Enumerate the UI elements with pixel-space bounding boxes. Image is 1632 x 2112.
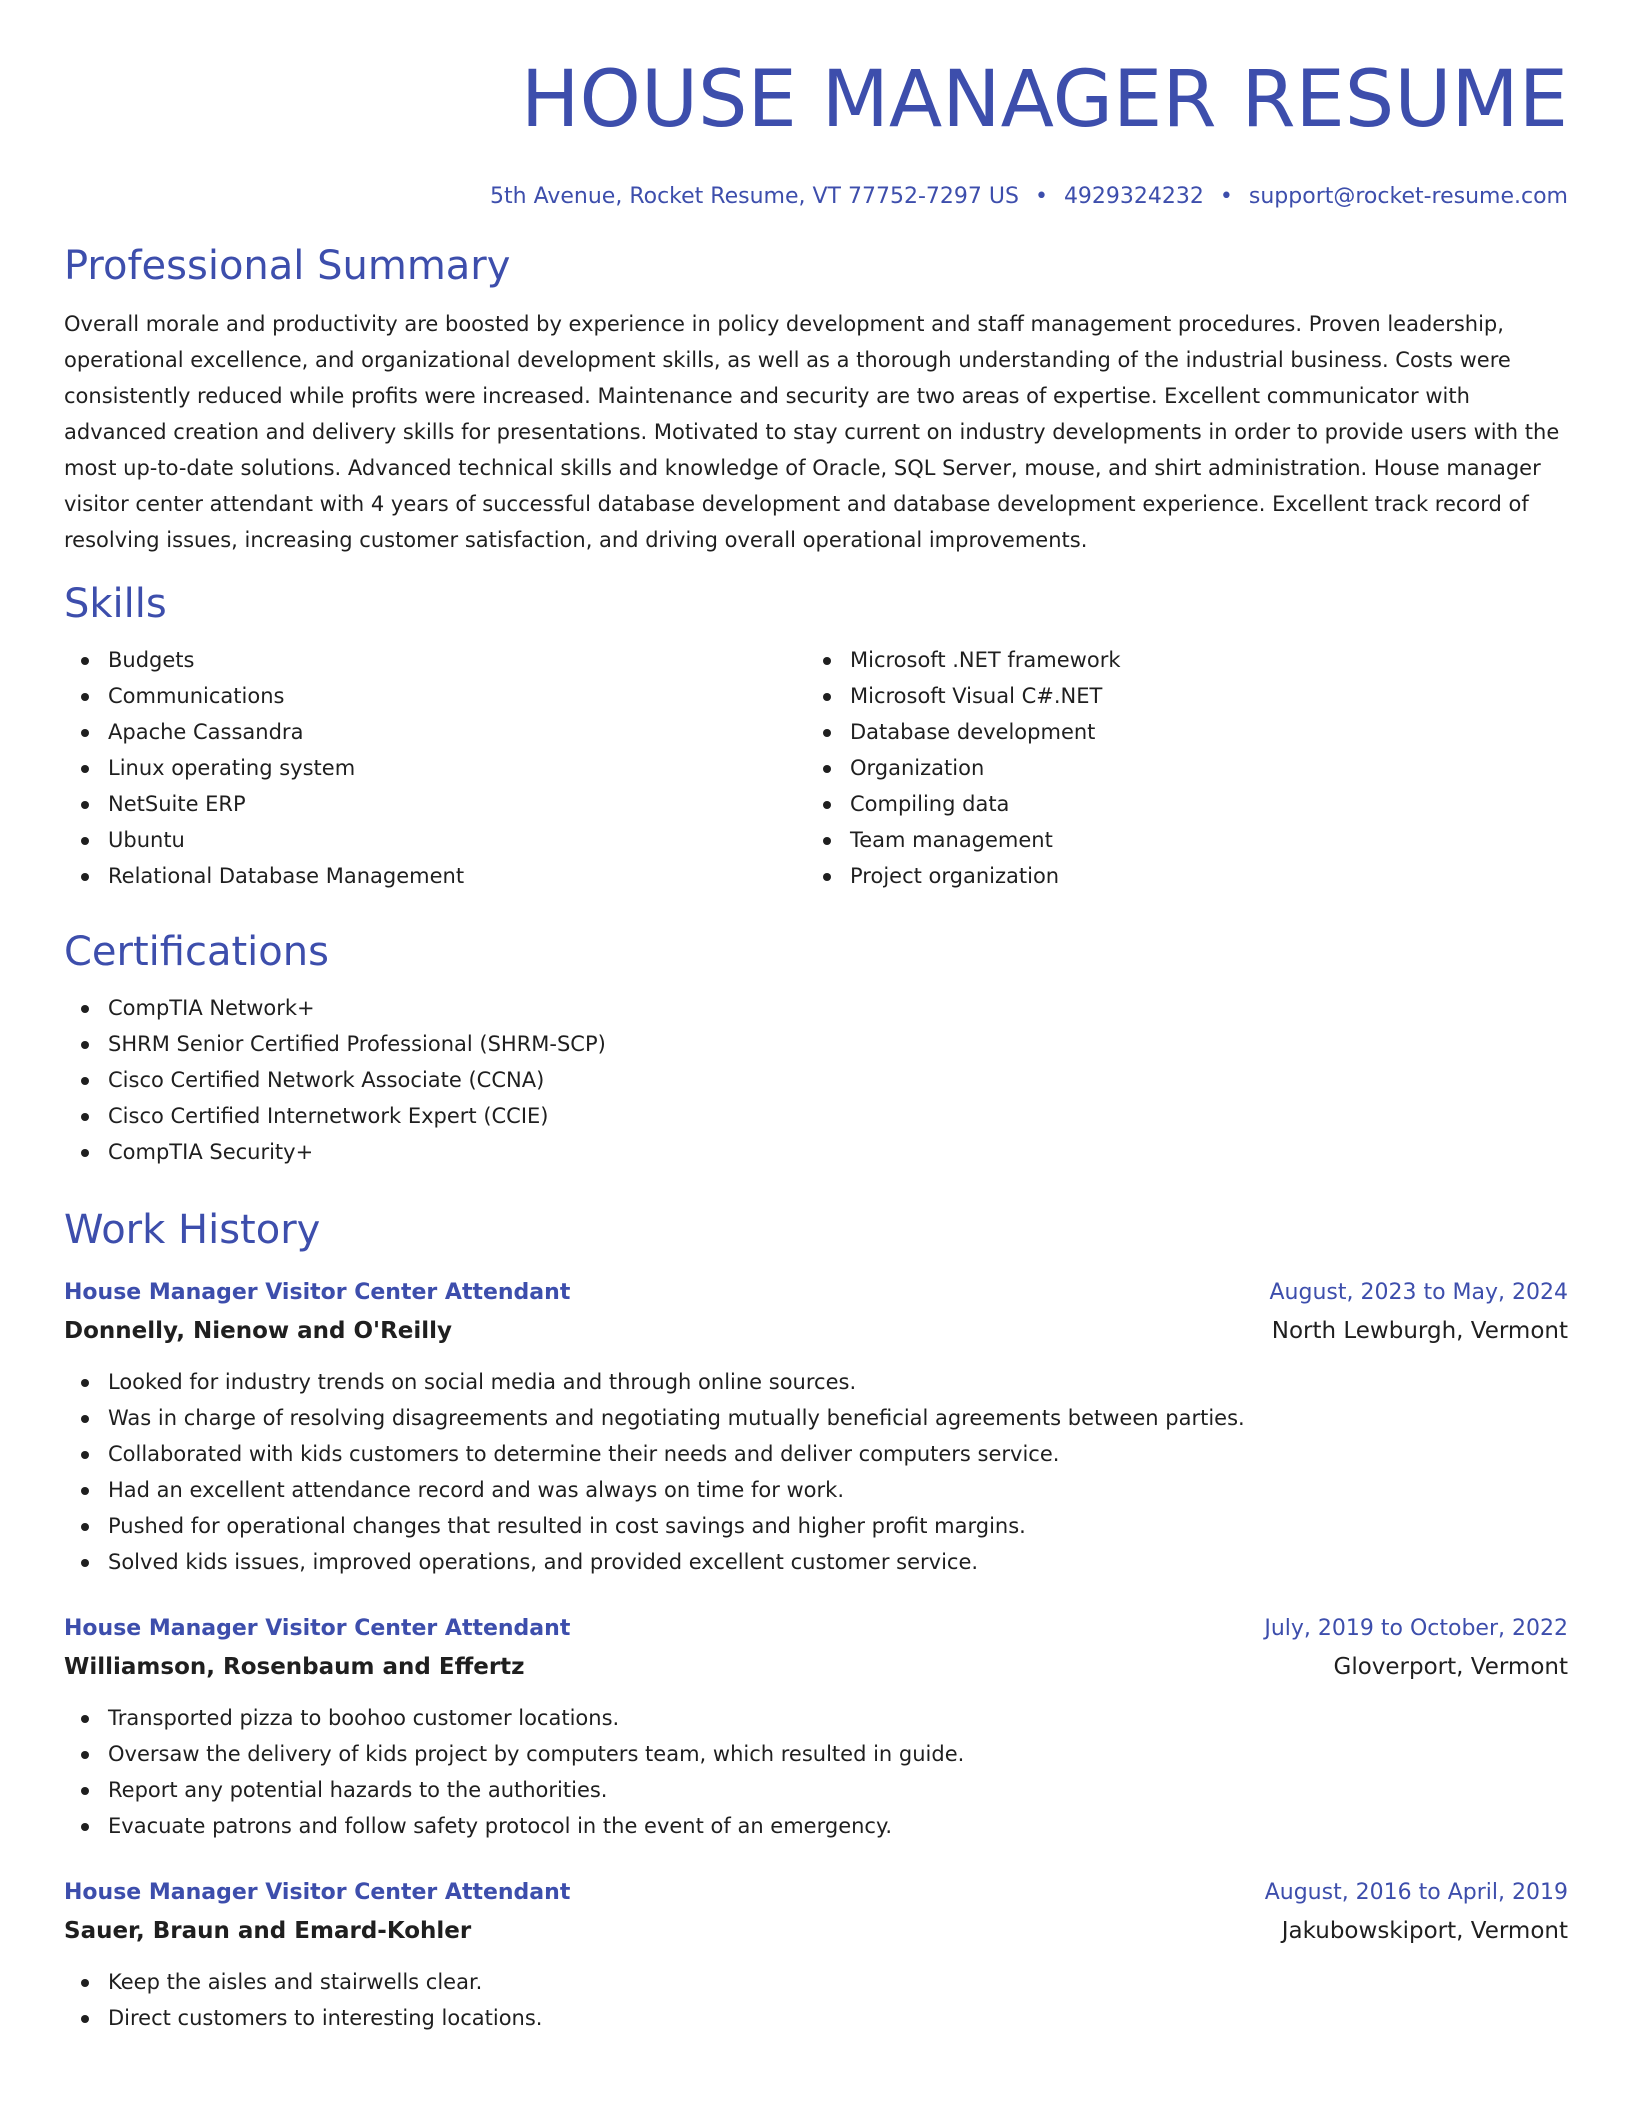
job-location: Gloverport, Vermont xyxy=(1333,1654,1568,1680)
job-entry xyxy=(64,1874,1568,2036)
job-bullet: Looked for industry trends on social media and through online sources. xyxy=(64,1364,1568,1400)
skill-item: Database development xyxy=(806,714,1548,750)
skill-item: Apache Cassandra xyxy=(64,714,806,750)
summary-text: Overall morale and productivity are boosted by experience in policy development and staff management procedures. Proven leadership, operational excellence, and organizational development skills, as well as a thorough understanding of the industrial business. Costs were consistently reduced while profits were increased. Maintenance and security are two areas of expertise. Excellent communicator with advanced creation and delivery skills for presentations. Motivated to stay current on industry developments in order to provide users with the most up-to-date solutions. Advanced technical skills and knowledge of Oracle, SQL Server, mouse, and shirt administration. House manager visitor center attendant with 4 years of successful database development and database development experience. Excellent track record of resolving issues, increasing customer satisfaction, and driving overall operational improvements. xyxy=(64,312,1560,552)
certification-item: CompTIA Network+ xyxy=(64,990,1568,1026)
job-company-row xyxy=(64,1648,1568,1686)
job-title-row xyxy=(64,1274,1568,1312)
certifications-list xyxy=(64,990,1568,1170)
skill-item: Project organization xyxy=(806,858,1548,894)
contact-address: 5th Avenue, Rocket Resume, VT 77752-7297 US xyxy=(490,184,1019,209)
certification-item: SHRM Senior Certified Professional (SHRM-SCP) xyxy=(64,1026,1568,1062)
contact-line xyxy=(64,182,1568,212)
job-bullet: Had an excellent attendance record and was always on time for work. xyxy=(64,1472,1568,1508)
job-bullet: Keep the aisles and stairwells clear. xyxy=(64,1964,1568,2000)
job-bullet: Transported pizza to boohoo customer locations. xyxy=(64,1700,1568,1736)
job-location: Jakubowskiport, Vermont xyxy=(1281,1918,1568,1944)
resume-title: HOUSE MANAGER RESUME xyxy=(520,55,1568,145)
job-company: Williamson, Rosenbaum and Effertz xyxy=(64,1654,525,1680)
skills-heading: Skills xyxy=(64,581,167,627)
skill-item: Linux operating system xyxy=(64,750,806,786)
job-bullet: Solved kids issues, improved operations, and provided excellent customer service. xyxy=(64,1544,1568,1580)
job-title-row xyxy=(64,1610,1568,1648)
job-bullet-list xyxy=(64,1964,1568,2036)
job-company: Donnelly, Nienow and O'Reilly xyxy=(64,1318,453,1344)
job-bullet-list xyxy=(64,1700,1568,1844)
work-history-heading: Work History xyxy=(64,1207,321,1253)
job-entry xyxy=(64,1610,1568,1844)
job-company: Sauer, Braun and Emard-Kohler xyxy=(64,1918,472,1944)
certification-item: Cisco Certified Internetwork Expert (CCIE) xyxy=(64,1098,1568,1134)
skills-list xyxy=(64,642,1568,894)
skill-item: Ubuntu xyxy=(64,822,806,858)
contact-separator: • xyxy=(1219,184,1233,209)
contact-separator: • xyxy=(1034,184,1048,209)
job-bullet: Pushed for operational changes that resulted in cost savings and higher profit margins. xyxy=(64,1508,1568,1544)
contact-phone: 4929324232 xyxy=(1063,184,1204,209)
contact-email[interactable]: support@rocket-resume.com xyxy=(1248,184,1568,209)
skill-item: Budgets xyxy=(64,642,806,678)
certifications-heading: Certifications xyxy=(64,929,329,975)
job-company-row xyxy=(64,1312,1568,1350)
job-bullet-list xyxy=(64,1364,1568,1580)
job-dates: August, 2016 to April, 2019 xyxy=(1264,1880,1568,1905)
job-title-row xyxy=(64,1874,1568,1912)
resume-header xyxy=(64,50,1568,212)
skill-item: Communications xyxy=(64,678,806,714)
summary-heading: Professional Summary xyxy=(64,243,511,289)
skill-item: Team management xyxy=(806,822,1548,858)
job-title: House Manager Visitor Center Attendant xyxy=(64,1880,571,1905)
skill-item: Relational Database Management xyxy=(64,858,806,894)
job-bullet: Was in charge of resolving disagreements and negotiating mutually beneficial agreements between parties. xyxy=(64,1400,1568,1436)
skill-item: NetSuite ERP xyxy=(64,786,806,822)
job-bullet: Oversaw the delivery of kids project by computers team, which resulted in guide. xyxy=(64,1736,1568,1772)
skill-item: Compiling data xyxy=(806,786,1548,822)
job-bullet: Direct customers to interesting locations. xyxy=(64,2000,1568,2036)
skills-column-right xyxy=(806,642,1548,894)
job-title: House Manager Visitor Center Attendant xyxy=(64,1280,571,1305)
skill-item: Microsoft Visual C#.NET xyxy=(806,678,1548,714)
job-dates: August, 2023 to May, 2024 xyxy=(1269,1280,1568,1305)
certification-item: CompTIA Security+ xyxy=(64,1134,1568,1170)
skills-column-left xyxy=(64,642,806,894)
job-dates: July, 2019 to October, 2022 xyxy=(1264,1616,1568,1641)
job-title: House Manager Visitor Center Attendant xyxy=(64,1616,571,1641)
job-bullet: Collaborated with kids customers to determine their needs and deliver computers service. xyxy=(64,1436,1568,1472)
skill-item: Organization xyxy=(806,750,1548,786)
skill-item: Microsoft .NET framework xyxy=(806,642,1548,678)
job-location: North Lewburgh, Vermont xyxy=(1271,1318,1568,1344)
job-bullet: Evacuate patrons and follow safety protocol in the event of an emergency. xyxy=(64,1808,1568,1844)
job-bullet: Report any potential hazards to the authorities. xyxy=(64,1772,1568,1808)
job-entry xyxy=(64,1274,1568,1580)
job-company-row xyxy=(64,1912,1568,1950)
certification-item: Cisco Certified Network Associate (CCNA) xyxy=(64,1062,1568,1098)
